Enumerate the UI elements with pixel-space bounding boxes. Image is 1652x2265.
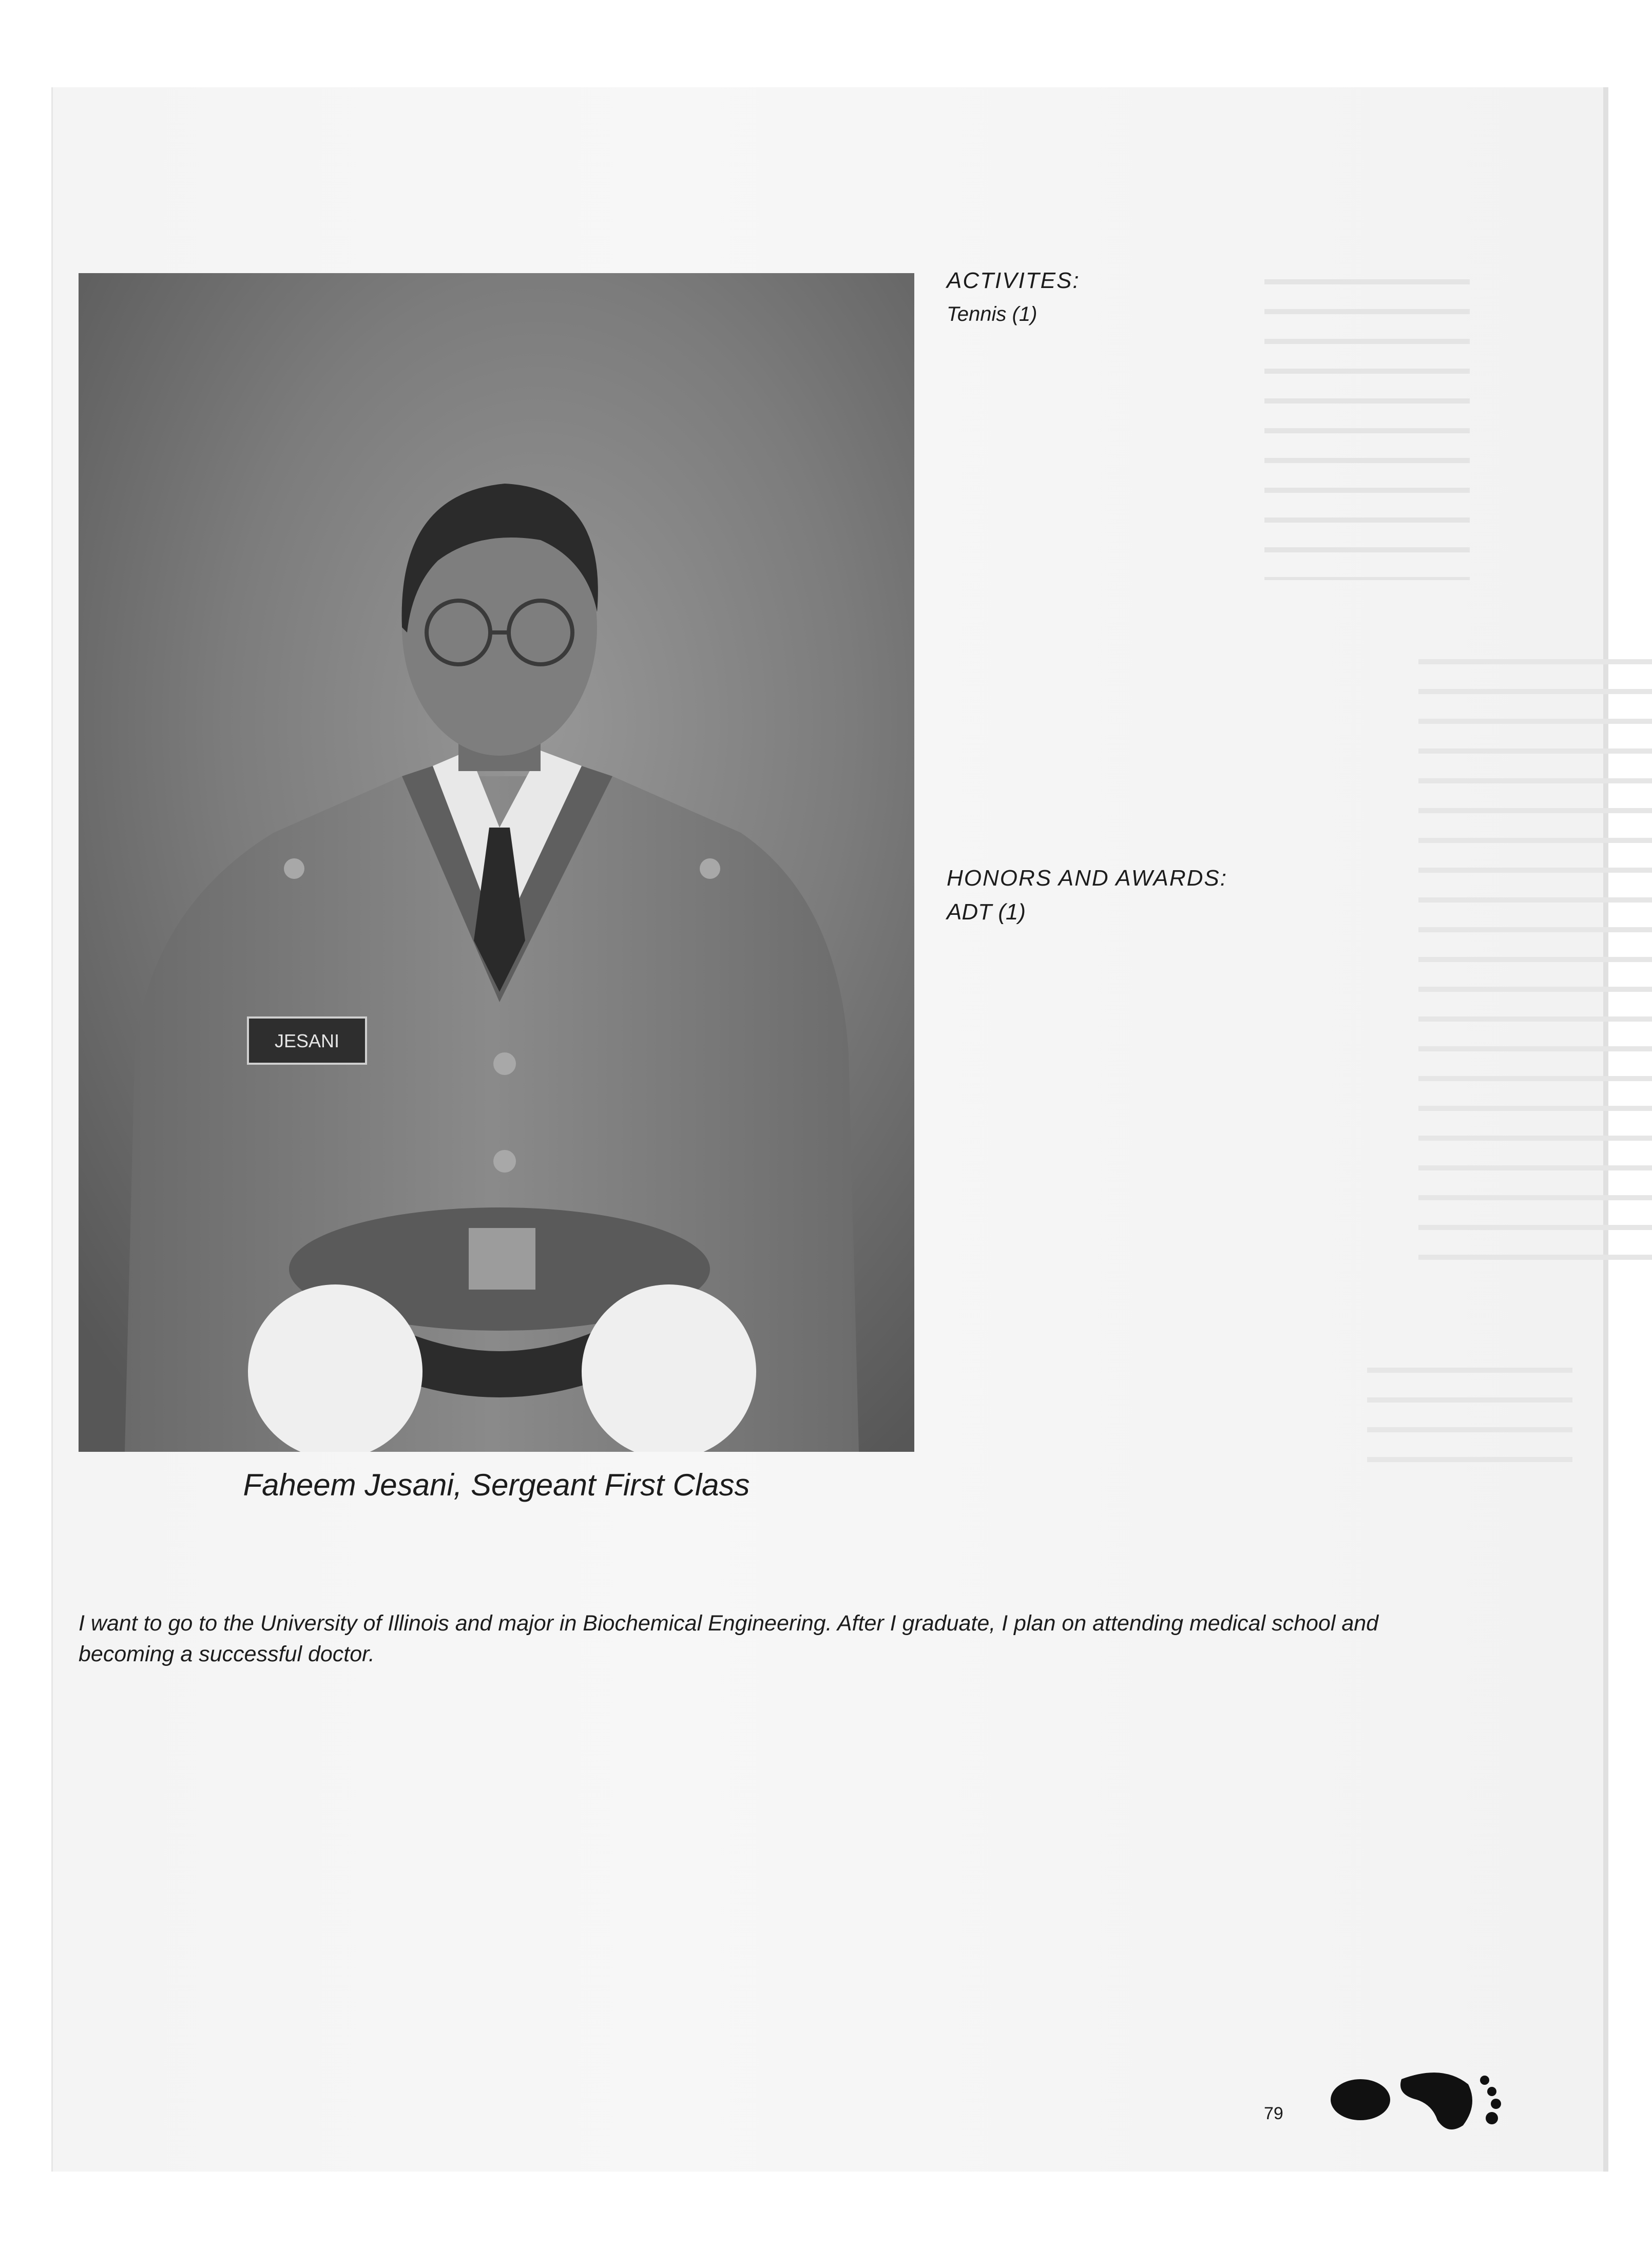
activities-heading: ACTIVITES: xyxy=(947,268,1080,293)
honor-item: ADT (1) xyxy=(947,899,1026,925)
personal-statement: I want to go to the University of Illinois and major in Biochemical Engineering. After I graduate, I plan on attending medical school and becoming a successful doctor. xyxy=(79,1611,1379,1666)
portrait-caption: Faheem Jesani, Sergeant First Class xyxy=(243,1468,750,1502)
footprint-icon xyxy=(1324,2048,1520,2138)
bleed-through-texture xyxy=(1367,1350,1572,1473)
honors-heading: HONORS AND AWARDS: xyxy=(947,866,1227,891)
portrait-illustration xyxy=(79,273,914,1452)
bleed-through-texture xyxy=(1418,642,1652,1268)
portrait-photo xyxy=(79,273,914,1452)
nametag-text: JESANI xyxy=(274,1030,340,1051)
page-number: 79 xyxy=(1264,2104,1283,2123)
bleed-through-texture xyxy=(1264,262,1470,580)
activity-item: Tennis (1) xyxy=(947,303,1038,325)
